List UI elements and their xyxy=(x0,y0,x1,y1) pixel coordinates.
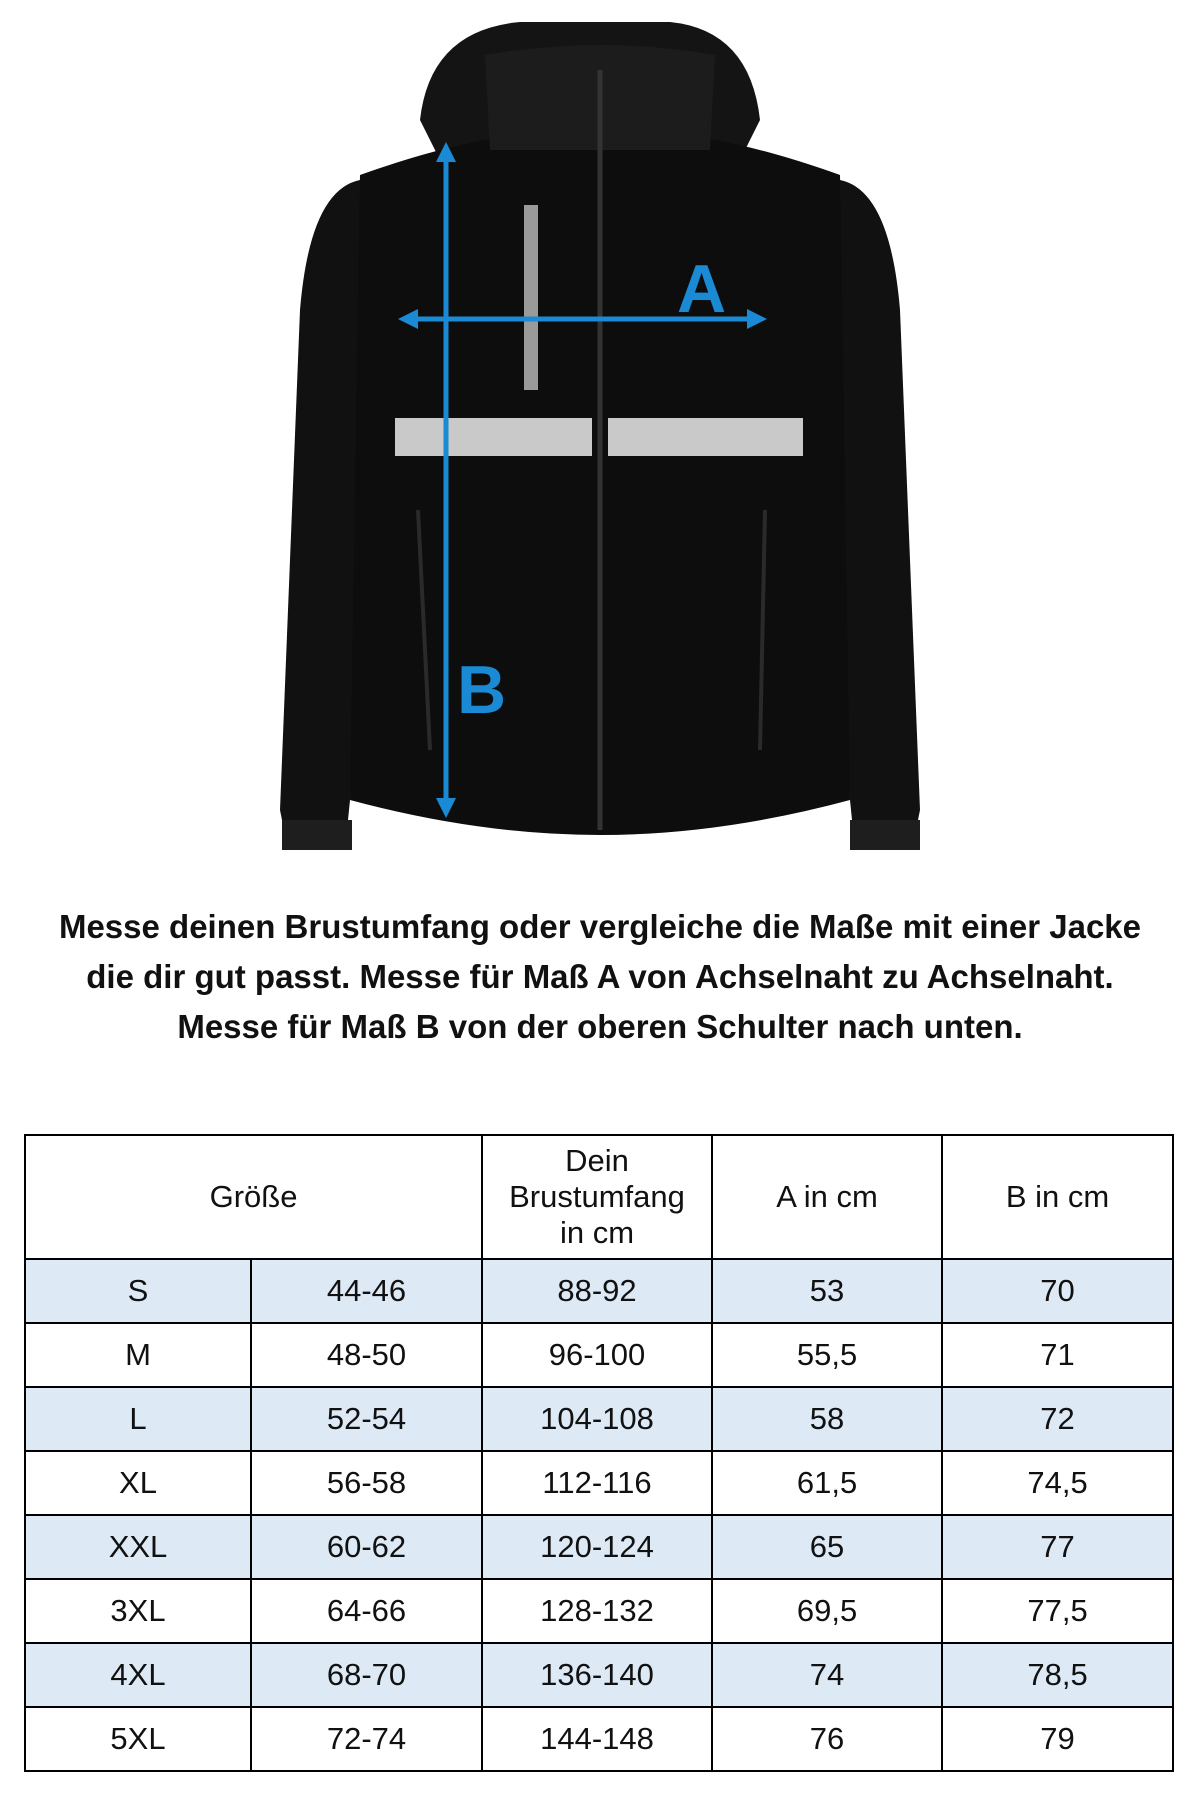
table-row xyxy=(25,1515,1173,1579)
size-number: 56-58 xyxy=(251,1451,482,1515)
a-value: 74 xyxy=(712,1643,942,1707)
size-label: 4XL xyxy=(25,1643,251,1707)
chest-pocket-zipper xyxy=(524,205,538,390)
chest-range: 96-100 xyxy=(482,1323,712,1387)
measurement-instructions: Messe deinen Brustumfang oder vergleiche die Maße mit einer Jacke die dir gut passt. Messe für Maß A von Achselnaht zu Achselnaht. Messe für Maß B von der oberen Schulter nach unten. xyxy=(58,908,1142,1045)
size-label: M xyxy=(25,1323,251,1387)
table-row xyxy=(25,1579,1173,1643)
size-number: 72-74 xyxy=(251,1707,482,1771)
a-value: 55,5 xyxy=(712,1323,942,1387)
chest-range: 112-116 xyxy=(482,1451,712,1515)
size-label: 5XL xyxy=(25,1707,251,1771)
a-value: 58 xyxy=(712,1387,942,1451)
table-row xyxy=(25,1707,1173,1771)
size-number: 60-62 xyxy=(251,1515,482,1579)
size-number: 64-66 xyxy=(251,1579,482,1643)
measurement-label-a: A xyxy=(677,251,727,327)
table-row xyxy=(25,1387,1173,1451)
chest-range: 88-92 xyxy=(482,1259,712,1323)
size-number: 48-50 xyxy=(251,1323,482,1387)
b-value: 72 xyxy=(942,1387,1173,1451)
b-value: 77 xyxy=(942,1515,1173,1579)
a-value: 69,5 xyxy=(712,1579,942,1643)
a-value: 76 xyxy=(712,1707,942,1771)
chest-range: 136-140 xyxy=(482,1643,712,1707)
header-chest: Dein Brustumfang in cm xyxy=(482,1135,712,1259)
table-header-row xyxy=(25,1135,1173,1259)
a-value: 53 xyxy=(712,1259,942,1323)
table-row xyxy=(25,1259,1173,1323)
b-value: 79 xyxy=(942,1707,1173,1771)
b-value: 78,5 xyxy=(942,1643,1173,1707)
cuff-left xyxy=(282,820,352,850)
size-label: S xyxy=(25,1259,251,1323)
table-row xyxy=(25,1643,1173,1707)
reflective-stripe-left xyxy=(395,418,592,456)
size-number: 52-54 xyxy=(251,1387,482,1451)
size-number: 44-46 xyxy=(251,1259,482,1323)
b-value: 71 xyxy=(942,1323,1173,1387)
header-a: A in cm xyxy=(712,1135,942,1259)
table-row xyxy=(25,1451,1173,1515)
b-value: 77,5 xyxy=(942,1579,1173,1643)
chest-range: 144-148 xyxy=(482,1707,712,1771)
size-label: XL xyxy=(25,1451,251,1515)
size-label: XXL xyxy=(25,1515,251,1579)
size-chart-table xyxy=(24,1134,1174,1772)
b-value: 70 xyxy=(942,1259,1173,1323)
chest-range: 120-124 xyxy=(482,1515,712,1579)
header-size: Größe xyxy=(25,1135,482,1259)
jacket-measurement-diagram xyxy=(270,10,930,870)
a-value: 65 xyxy=(712,1515,942,1579)
chest-range: 104-108 xyxy=(482,1387,712,1451)
b-value: 74,5 xyxy=(942,1451,1173,1515)
measurement-label-b: B xyxy=(457,652,507,728)
a-value: 61,5 xyxy=(712,1451,942,1515)
chest-range: 128-132 xyxy=(482,1579,712,1643)
reflective-stripe-right xyxy=(608,418,803,456)
size-number: 68-70 xyxy=(251,1643,482,1707)
size-label: L xyxy=(25,1387,251,1451)
cuff-right xyxy=(850,820,920,850)
header-b: B in cm xyxy=(942,1135,1173,1259)
table-row xyxy=(25,1323,1173,1387)
size-label: 3XL xyxy=(25,1579,251,1643)
